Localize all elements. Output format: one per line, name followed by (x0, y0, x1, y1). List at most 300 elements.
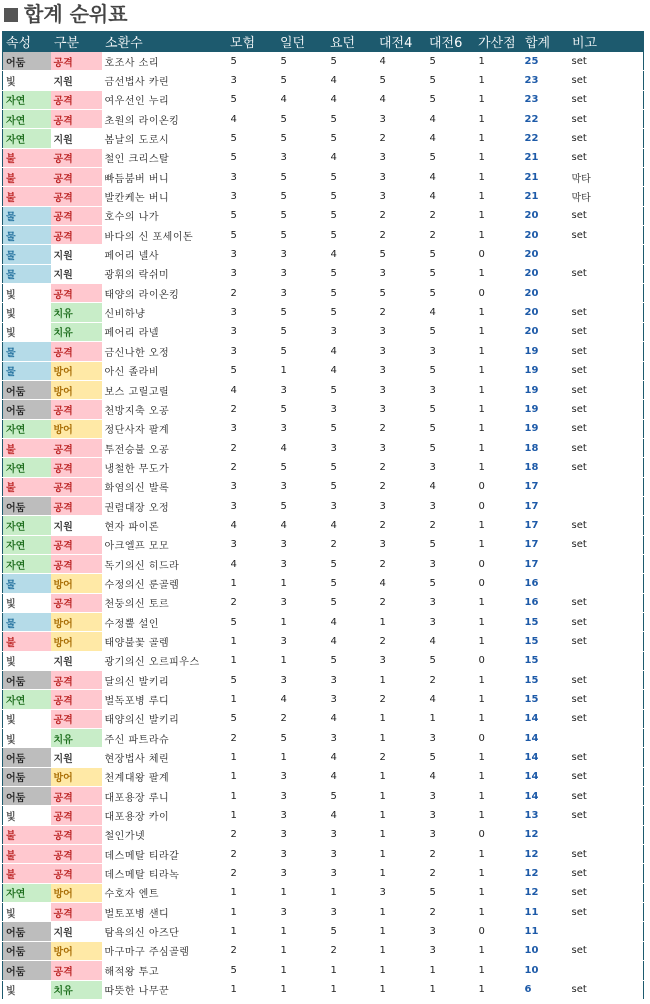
cell-weekday-dungeon: 3 (327, 690, 376, 709)
table-row (3, 922, 644, 941)
cell-summon: 초원의 라이온킹 (102, 110, 227, 129)
table-row (3, 806, 644, 825)
cell-battle4: 4 (376, 90, 426, 109)
cell-note (569, 729, 644, 748)
cell-battle6: 3 (426, 806, 475, 825)
table-row (3, 709, 644, 728)
cell-battle4: 1 (376, 787, 426, 806)
cell-bonus: 1 (475, 110, 522, 129)
cell-type: 지원 (51, 245, 102, 264)
cell-weekday-dungeon: 5 (327, 477, 376, 496)
cell-summon: 권렴대장 오정 (102, 496, 227, 515)
table-row (3, 593, 644, 612)
table-row (3, 612, 644, 631)
cell-battle4: 1 (376, 922, 426, 941)
cell-daily-dungeon: 5 (277, 496, 327, 515)
cell-daily-dungeon: 3 (277, 284, 327, 303)
table-row (3, 264, 644, 283)
cell-bonus: 1 (475, 90, 522, 109)
cell-battle4: 3 (376, 361, 426, 380)
cell-bonus: 1 (475, 787, 522, 806)
cell-total: 14 (522, 787, 569, 806)
cell-note (569, 922, 644, 941)
cell-battle6: 5 (426, 400, 475, 419)
cell-daily-dungeon: 5 (277, 168, 327, 187)
cell-note (569, 477, 644, 496)
cell-type: 지원 (51, 71, 102, 90)
cell-attribute: 물 (3, 342, 51, 361)
cell-weekday-dungeon: 1 (327, 961, 376, 980)
cell-summon: 수호자 엔트 (102, 883, 227, 902)
cell-battle6: 3 (426, 458, 475, 477)
cell-battle4: 1 (376, 825, 426, 844)
cell-bonus: 0 (475, 825, 522, 844)
header-summon[interactable]: 소환수 (102, 32, 227, 52)
cell-type: 공격 (51, 496, 102, 515)
cell-type: 공격 (51, 226, 102, 245)
cell-attribute: 빛 (3, 709, 51, 728)
cell-battle6: 3 (426, 729, 475, 748)
cell-attribute: 빛 (3, 593, 51, 612)
cell-bonus: 1 (475, 845, 522, 864)
cell-attribute: 불 (3, 438, 51, 457)
cell-note: set (569, 845, 644, 864)
cell-note: set (569, 690, 644, 709)
table-row (3, 226, 644, 245)
cell-summon: 광휘의 락쉬미 (102, 264, 227, 283)
cell-summon: 바다의 신 포세이돈 (102, 226, 227, 245)
page-title-text: 합계 순위표 (24, 2, 128, 26)
cell-bonus: 1 (475, 438, 522, 457)
cell-total: 15 (522, 690, 569, 709)
cell-weekday-dungeon: 4 (327, 148, 376, 167)
table-row (3, 767, 644, 786)
header-adventure[interactable]: 모험 (227, 32, 277, 52)
cell-note: set (569, 980, 644, 999)
cell-daily-dungeon: 3 (277, 845, 327, 864)
cell-note (569, 284, 644, 303)
cell-battle4: 2 (376, 206, 426, 225)
table-row (3, 690, 644, 709)
cell-attribute: 물 (3, 361, 51, 380)
cell-battle6: 5 (426, 322, 475, 341)
cell-note: set (569, 864, 644, 883)
cell-total: 25 (522, 52, 569, 71)
cell-weekday-dungeon: 1 (327, 980, 376, 999)
cell-battle6: 5 (426, 883, 475, 902)
cell-bonus: 1 (475, 206, 522, 225)
cell-summon: 수정의신 룬골렘 (102, 574, 227, 593)
cell-total: 16 (522, 574, 569, 593)
cell-adventure: 1 (227, 748, 277, 767)
cell-battle6: 4 (426, 690, 475, 709)
cell-note: set (569, 361, 644, 380)
cell-battle6: 4 (426, 129, 475, 148)
cell-summon: 아신 졸라비 (102, 361, 227, 380)
cell-battle4: 1 (376, 961, 426, 980)
cell-battle6: 4 (426, 632, 475, 651)
cell-summon: 데스메탈 티라갈 (102, 845, 227, 864)
cell-total: 20 (522, 226, 569, 245)
cell-weekday-dungeon: 3 (327, 400, 376, 419)
cell-daily-dungeon: 4 (277, 90, 327, 109)
cell-adventure: 3 (227, 303, 277, 322)
cell-weekday-dungeon: 4 (327, 71, 376, 90)
cell-type: 공격 (51, 52, 102, 71)
cell-total: 14 (522, 729, 569, 748)
cell-battle6: 2 (426, 845, 475, 864)
cell-note: 막타 (569, 168, 644, 187)
table-row (3, 148, 644, 167)
cell-weekday-dungeon: 5 (327, 110, 376, 129)
cell-type: 방어 (51, 767, 102, 786)
cell-daily-dungeon: 3 (277, 264, 327, 283)
cell-summon: 데스메탈 티라녹 (102, 864, 227, 883)
cell-summon: 대포용장 루니 (102, 787, 227, 806)
cell-weekday-dungeon: 3 (327, 825, 376, 844)
cell-total: 22 (522, 110, 569, 129)
cell-summon: 철인 크리스탈 (102, 148, 227, 167)
header-daily-dungeon[interactable]: 일던 (277, 32, 327, 52)
cell-note: set (569, 535, 644, 554)
cell-battle6: 3 (426, 612, 475, 631)
cell-bonus: 1 (475, 535, 522, 554)
cell-adventure: 5 (227, 709, 277, 728)
header-weekday-dungeon[interactable]: 요던 (327, 32, 376, 52)
cell-attribute: 물 (3, 574, 51, 593)
cell-battle6: 5 (426, 651, 475, 670)
cell-adventure: 3 (227, 168, 277, 187)
cell-battle4: 1 (376, 671, 426, 690)
table-row (3, 206, 644, 225)
cell-battle4: 3 (376, 264, 426, 283)
cell-battle4: 3 (376, 400, 426, 419)
cell-attribute: 불 (3, 632, 51, 651)
cell-summon: 태양의신 발키리 (102, 709, 227, 728)
table-row (3, 419, 644, 438)
cell-daily-dungeon: 1 (277, 883, 327, 902)
cell-battle4: 3 (376, 438, 426, 457)
cell-weekday-dungeon: 5 (327, 380, 376, 399)
cell-daily-dungeon: 3 (277, 148, 327, 167)
cell-attribute: 어둠 (3, 767, 51, 786)
cell-attribute: 물 (3, 245, 51, 264)
cell-attribute: 자연 (3, 419, 51, 438)
cell-total: 14 (522, 748, 569, 767)
cell-battle6: 5 (426, 264, 475, 283)
cell-weekday-dungeon: 2 (327, 941, 376, 960)
cell-weekday-dungeon: 3 (327, 671, 376, 690)
cell-summon: 냉철한 무도가 (102, 458, 227, 477)
cell-bonus: 1 (475, 806, 522, 825)
cell-daily-dungeon: 1 (277, 748, 327, 767)
cell-attribute: 자연 (3, 535, 51, 554)
table-row (3, 864, 644, 883)
header-note[interactable]: 비고 (569, 32, 644, 52)
cell-bonus: 0 (475, 284, 522, 303)
cell-total: 15 (522, 651, 569, 670)
cell-battle4: 5 (376, 71, 426, 90)
cell-adventure: 3 (227, 419, 277, 438)
cell-note: set (569, 438, 644, 457)
cell-bonus: 1 (475, 671, 522, 690)
cell-battle6: 3 (426, 593, 475, 612)
table-row (3, 671, 644, 690)
cell-battle6: 4 (426, 477, 475, 496)
cell-note: set (569, 671, 644, 690)
cell-daily-dungeon: 5 (277, 322, 327, 341)
cell-weekday-dungeon: 5 (327, 129, 376, 148)
cell-daily-dungeon: 1 (277, 574, 327, 593)
cell-note: set (569, 419, 644, 438)
cell-adventure: 2 (227, 845, 277, 864)
cell-battle6: 5 (426, 574, 475, 593)
cell-type: 지원 (51, 516, 102, 535)
cell-attribute: 불 (3, 168, 51, 187)
cell-summon: 호조사 소리 (102, 52, 227, 71)
cell-total: 20 (522, 284, 569, 303)
table-row (3, 941, 644, 960)
header-battle6[interactable]: 대전6 (426, 32, 475, 52)
cell-total: 19 (522, 342, 569, 361)
table-row (3, 380, 644, 399)
cell-summon: 금선법사 카린 (102, 71, 227, 90)
cell-type: 공격 (51, 187, 102, 206)
cell-adventure: 1 (227, 980, 277, 999)
cell-battle6: 2 (426, 206, 475, 225)
cell-daily-dungeon: 4 (277, 516, 327, 535)
cell-battle4: 2 (376, 226, 426, 245)
cell-battle4: 3 (376, 380, 426, 399)
table-row (3, 342, 644, 361)
cell-type: 공격 (51, 806, 102, 825)
cell-battle4: 2 (376, 419, 426, 438)
cell-weekday-dungeon: 3 (327, 496, 376, 515)
cell-bonus: 0 (475, 477, 522, 496)
cell-bonus: 1 (475, 71, 522, 90)
cell-summon: 여우선인 누리 (102, 90, 227, 109)
cell-summon: 태양의 라이온킹 (102, 284, 227, 303)
cell-total: 21 (522, 148, 569, 167)
cell-note: set (569, 516, 644, 535)
cell-note: set (569, 400, 644, 419)
cell-weekday-dungeon: 3 (327, 845, 376, 864)
cell-battle4: 1 (376, 806, 426, 825)
table-row (3, 361, 644, 380)
cell-type: 지원 (51, 748, 102, 767)
cell-type: 공격 (51, 90, 102, 109)
cell-attribute: 불 (3, 864, 51, 883)
table-row (3, 554, 644, 573)
page-title (0, 0, 650, 31)
cell-summon: 현자 파이론 (102, 516, 227, 535)
table-row (3, 458, 644, 477)
cell-adventure: 2 (227, 284, 277, 303)
header-type[interactable]: 구분 (51, 32, 102, 52)
cell-adventure: 2 (227, 729, 277, 748)
cell-summon: 발칸케논 버니 (102, 187, 227, 206)
cell-daily-dungeon: 3 (277, 864, 327, 883)
cell-summon: 마구마구 주심골렘 (102, 941, 227, 960)
cell-type: 공격 (51, 535, 102, 554)
table-row (3, 129, 644, 148)
cell-adventure: 4 (227, 516, 277, 535)
header-total[interactable]: 합계 (522, 32, 569, 52)
cell-attribute: 불 (3, 825, 51, 844)
table-row (3, 496, 644, 515)
cell-bonus: 1 (475, 980, 522, 999)
cell-adventure: 1 (227, 690, 277, 709)
cell-summon: 금신나한 오정 (102, 342, 227, 361)
cell-daily-dungeon: 1 (277, 961, 327, 980)
cell-bonus: 1 (475, 380, 522, 399)
cell-type: 공격 (51, 709, 102, 728)
cell-total: 20 (522, 322, 569, 341)
cell-battle4: 3 (376, 496, 426, 515)
cell-type: 공격 (51, 284, 102, 303)
cell-battle4: 2 (376, 477, 426, 496)
cell-note: set (569, 148, 644, 167)
cell-daily-dungeon: 4 (277, 690, 327, 709)
cell-type: 방어 (51, 612, 102, 631)
cell-total: 22 (522, 129, 569, 148)
cell-daily-dungeon: 1 (277, 941, 327, 960)
cell-note: set (569, 593, 644, 612)
cell-type: 공격 (51, 458, 102, 477)
cell-note: set (569, 941, 644, 960)
cell-battle4: 2 (376, 593, 426, 612)
header-bonus[interactable]: 가산점 (475, 32, 522, 52)
cell-bonus: 1 (475, 941, 522, 960)
cell-total: 10 (522, 941, 569, 960)
cell-daily-dungeon: 1 (277, 922, 327, 941)
cell-attribute: 빛 (3, 903, 51, 922)
cell-battle6: 4 (426, 303, 475, 322)
cell-adventure: 1 (227, 787, 277, 806)
cell-total: 21 (522, 168, 569, 187)
cell-type: 공격 (51, 438, 102, 457)
cell-total: 20 (522, 264, 569, 283)
cell-type: 지원 (51, 651, 102, 670)
cell-weekday-dungeon: 4 (327, 361, 376, 380)
cell-bonus: 1 (475, 864, 522, 883)
cell-summon: 신비하냥 (102, 303, 227, 322)
cell-battle4: 1 (376, 729, 426, 748)
cell-adventure: 4 (227, 554, 277, 573)
cell-summon: 태양불꽃 골렘 (102, 632, 227, 651)
cell-total: 11 (522, 922, 569, 941)
cell-battle6: 3 (426, 342, 475, 361)
cell-attribute: 어둠 (3, 941, 51, 960)
cell-type: 방어 (51, 380, 102, 399)
cell-summon: 벌독포병 루디 (102, 690, 227, 709)
table-row (3, 651, 644, 670)
cell-weekday-dungeon: 5 (327, 554, 376, 573)
cell-weekday-dungeon: 4 (327, 748, 376, 767)
table-row (3, 438, 644, 457)
cell-battle6: 4 (426, 187, 475, 206)
table-row (3, 90, 644, 109)
cell-battle4: 5 (376, 245, 426, 264)
cell-note: set (569, 206, 644, 225)
cell-adventure: 4 (227, 380, 277, 399)
cell-type: 치유 (51, 980, 102, 999)
header-attribute[interactable]: 속성 (3, 32, 51, 52)
table-row (3, 980, 644, 999)
cell-note (569, 825, 644, 844)
cell-bonus: 0 (475, 729, 522, 748)
cell-note: set (569, 903, 644, 922)
cell-attribute: 빛 (3, 729, 51, 748)
cell-weekday-dungeon: 3 (327, 438, 376, 457)
cell-battle6: 5 (426, 71, 475, 90)
cell-bonus: 1 (475, 226, 522, 245)
cell-attribute: 자연 (3, 554, 51, 573)
cell-adventure: 1 (227, 574, 277, 593)
cell-battle4: 2 (376, 516, 426, 535)
cell-daily-dungeon: 5 (277, 729, 327, 748)
table-row (3, 71, 644, 90)
cell-attribute: 어둠 (3, 496, 51, 515)
cell-total: 15 (522, 632, 569, 651)
cell-type: 방어 (51, 574, 102, 593)
cell-attribute: 어둠 (3, 380, 51, 399)
cell-attribute: 어둠 (3, 961, 51, 980)
cell-bonus: 1 (475, 303, 522, 322)
cell-daily-dungeon: 5 (277, 342, 327, 361)
cell-summon: 봄날의 도로시 (102, 129, 227, 148)
table-row (3, 883, 644, 902)
cell-bonus: 1 (475, 342, 522, 361)
cell-attribute: 자연 (3, 690, 51, 709)
cell-bonus: 1 (475, 52, 522, 71)
cell-battle6: 3 (426, 825, 475, 844)
cell-battle6: 5 (426, 148, 475, 167)
cell-type: 공격 (51, 148, 102, 167)
cell-daily-dungeon: 3 (277, 245, 327, 264)
cell-battle4: 3 (376, 110, 426, 129)
cell-bonus: 1 (475, 148, 522, 167)
cell-battle4: 1 (376, 864, 426, 883)
ranking-table-container (2, 31, 643, 1000)
cell-attribute: 불 (3, 845, 51, 864)
cell-total: 23 (522, 71, 569, 90)
cell-note: set (569, 342, 644, 361)
cell-summon: 광기의신 오르피우스 (102, 651, 227, 670)
cell-daily-dungeon: 1 (277, 361, 327, 380)
cell-weekday-dungeon: 5 (327, 303, 376, 322)
cell-note (569, 245, 644, 264)
cell-summon: 투전승불 오공 (102, 438, 227, 457)
cell-weekday-dungeon: 4 (327, 806, 376, 825)
cell-note (569, 554, 644, 573)
cell-adventure: 5 (227, 52, 277, 71)
header-battle4[interactable]: 대전4 (376, 32, 426, 52)
ranking-table (2, 31, 644, 1000)
cell-daily-dungeon: 1 (277, 651, 327, 670)
table-row (3, 903, 644, 922)
cell-note (569, 651, 644, 670)
cell-adventure: 1 (227, 883, 277, 902)
cell-total: 20 (522, 303, 569, 322)
cell-bonus: 1 (475, 129, 522, 148)
cell-type: 지원 (51, 129, 102, 148)
cell-bonus: 1 (475, 883, 522, 902)
cell-daily-dungeon: 5 (277, 187, 327, 206)
cell-weekday-dungeon: 3 (327, 864, 376, 883)
cell-battle4: 3 (376, 187, 426, 206)
cell-summon: 현장법사 체린 (102, 748, 227, 767)
